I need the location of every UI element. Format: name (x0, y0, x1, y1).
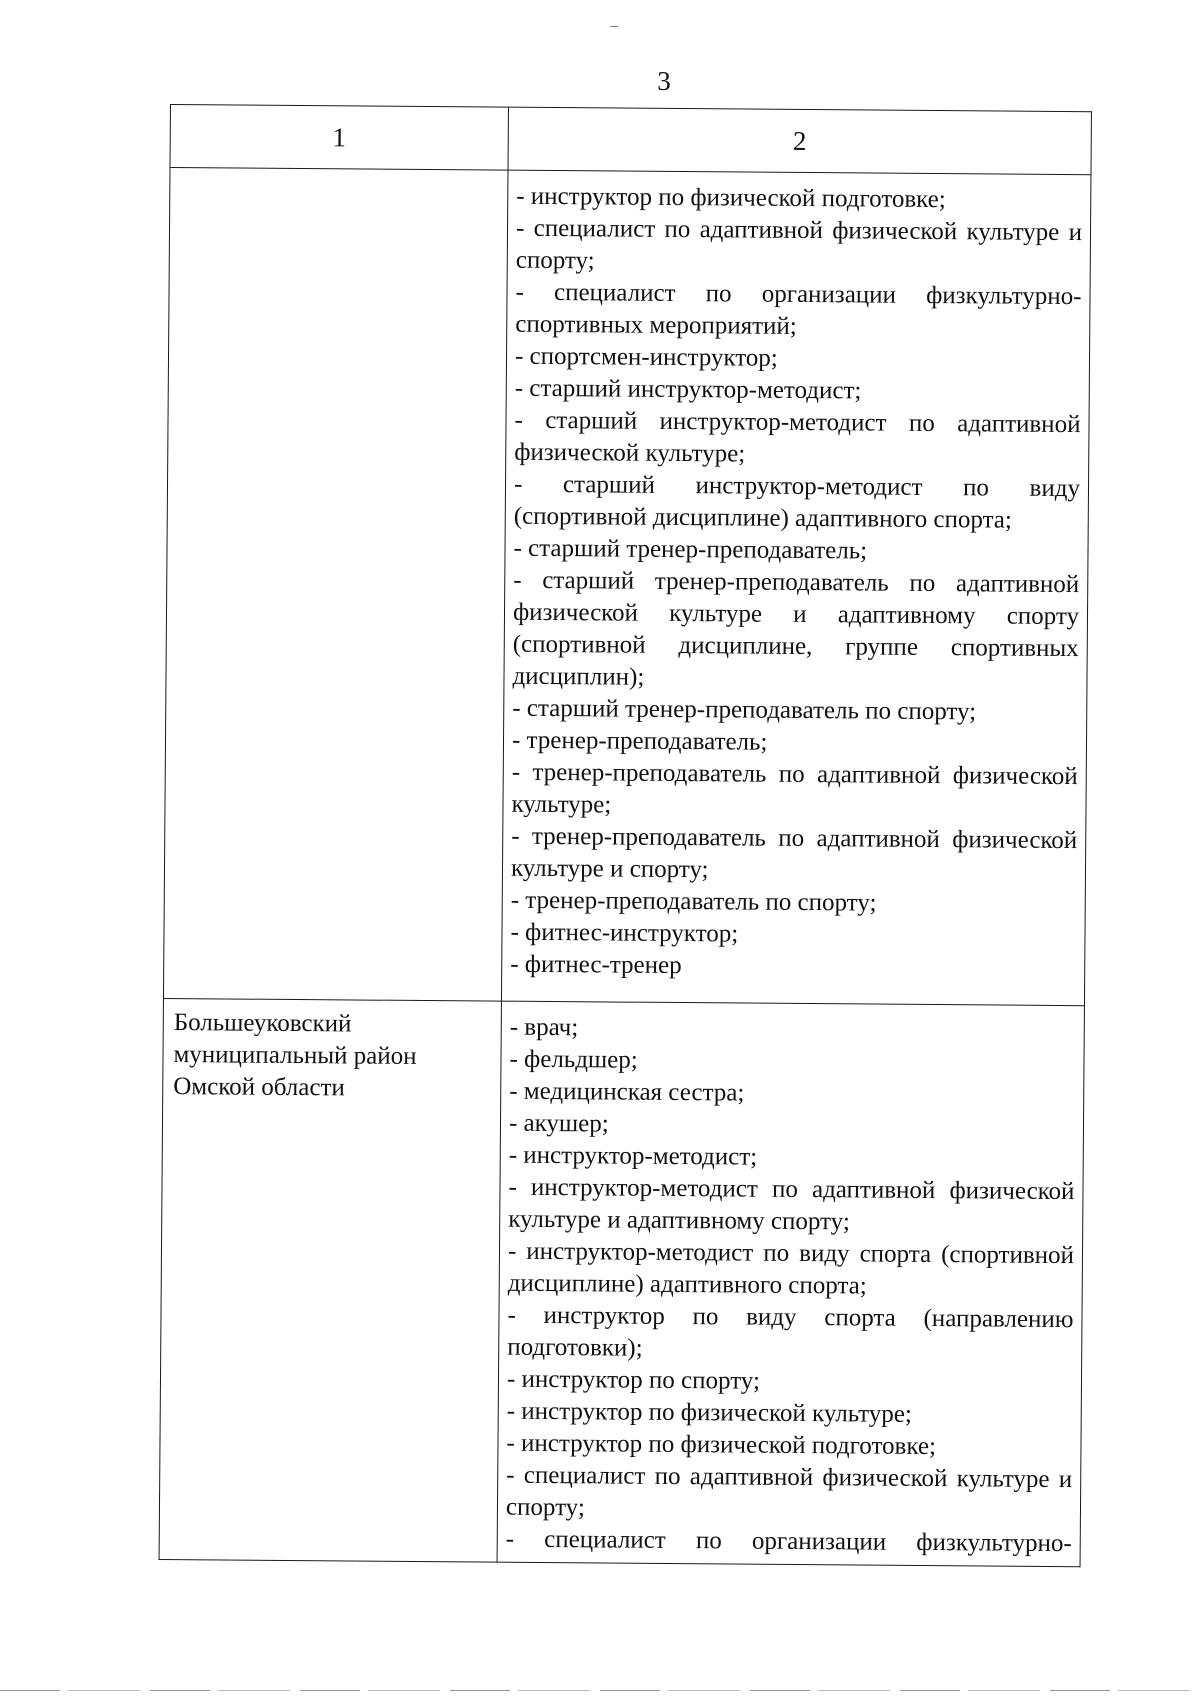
list-item: - старший тренер-преподаватель по спорту; (512, 694, 977, 726)
list-item: - старший инструктор-методист по виду (спортивной дисциплине) адаптивного спорта; (513, 470, 1081, 534)
scan-mark (610, 26, 618, 27)
list-item: - тренер-преподаватель; (511, 726, 768, 756)
table-row (159, 998, 1084, 1566)
list-item: - старший инструктор-методист по адаптивной физической культуре; (514, 406, 1081, 468)
list-item: - акушер; (508, 1109, 609, 1138)
list-item: - специалист по организации физкультурно- (505, 1525, 1072, 1558)
list-item: - инструктор-методист; (508, 1141, 758, 1171)
positions-cell (501, 170, 1091, 1006)
list-item: - инструктор-методист по адаптивной физической культуре и адаптивному спорту; (508, 1173, 1075, 1236)
table-row (163, 168, 1090, 1006)
list-item: - инструктор по спорту; (506, 1365, 761, 1395)
header-col-2: 2 (508, 107, 1091, 175)
page-number: 3 (657, 66, 671, 96)
list-item: - медицинская сестра; (509, 1077, 745, 1107)
region-name (170, 168, 507, 179)
positions-table (159, 104, 1092, 1567)
list-item: - инструктор-методист по виду спорта (спортивной дисциплине) адаптивного спорта; (507, 1237, 1075, 1300)
list-item: - инструктор по физической подготовке; (516, 182, 946, 214)
list-item: - тренер-преподаватель по адаптивной физической культуре и спорту; (510, 822, 1078, 884)
list-item: - фельдшер; (509, 1045, 638, 1074)
list-item: - старший инструктор-методист; (514, 374, 862, 405)
list-item: - инструктор по физической культуре; (506, 1397, 912, 1428)
scan-edge-line (0, 1690, 1200, 1691)
list-item: - старший тренер-преподаватель; (513, 534, 868, 565)
region-name: Большеуковский муниципальный район Омской области (173, 1009, 417, 1102)
table-header-row (170, 105, 1091, 175)
list-item: - специалист по организации физкультурно-спортивных мероприятий; (515, 278, 1082, 340)
list-item: - тренер-преподаватель по спорту; (510, 886, 877, 917)
list-item: - фитнес-тренер (510, 950, 682, 980)
list-item: - инструктор по виду спорта (направлению подготовки); (507, 1301, 1074, 1362)
list-item: - фитнес-инструктор; (510, 918, 739, 948)
positions-list (498, 1002, 1084, 1567)
list-item: - старший тренер-преподаватель по адаптивной физической культуре и адаптивному спорту (спортивной дисциплине, группе спортивных дисциплин); (512, 566, 1080, 691)
header-col-1: 1 (170, 105, 508, 171)
list-item: - инструктор по физической подготовке; (506, 1429, 937, 1461)
positions-cell (497, 1001, 1084, 1567)
positions-list (502, 171, 1090, 992)
list-item: - тренер-преподаватель по адаптивной физической культуре; (511, 758, 1078, 819)
region-cell (159, 998, 501, 1562)
region-cell (163, 168, 508, 1002)
list-item: - врач; (509, 1013, 579, 1042)
list-item: - специалист по адаптивной физической культуре и спорту; (505, 1461, 1073, 1522)
list-item: - спортсмен-инструктор; (514, 342, 778, 372)
list-item: - специалист по адаптивной физической культуре и спорту; (515, 214, 1083, 275)
